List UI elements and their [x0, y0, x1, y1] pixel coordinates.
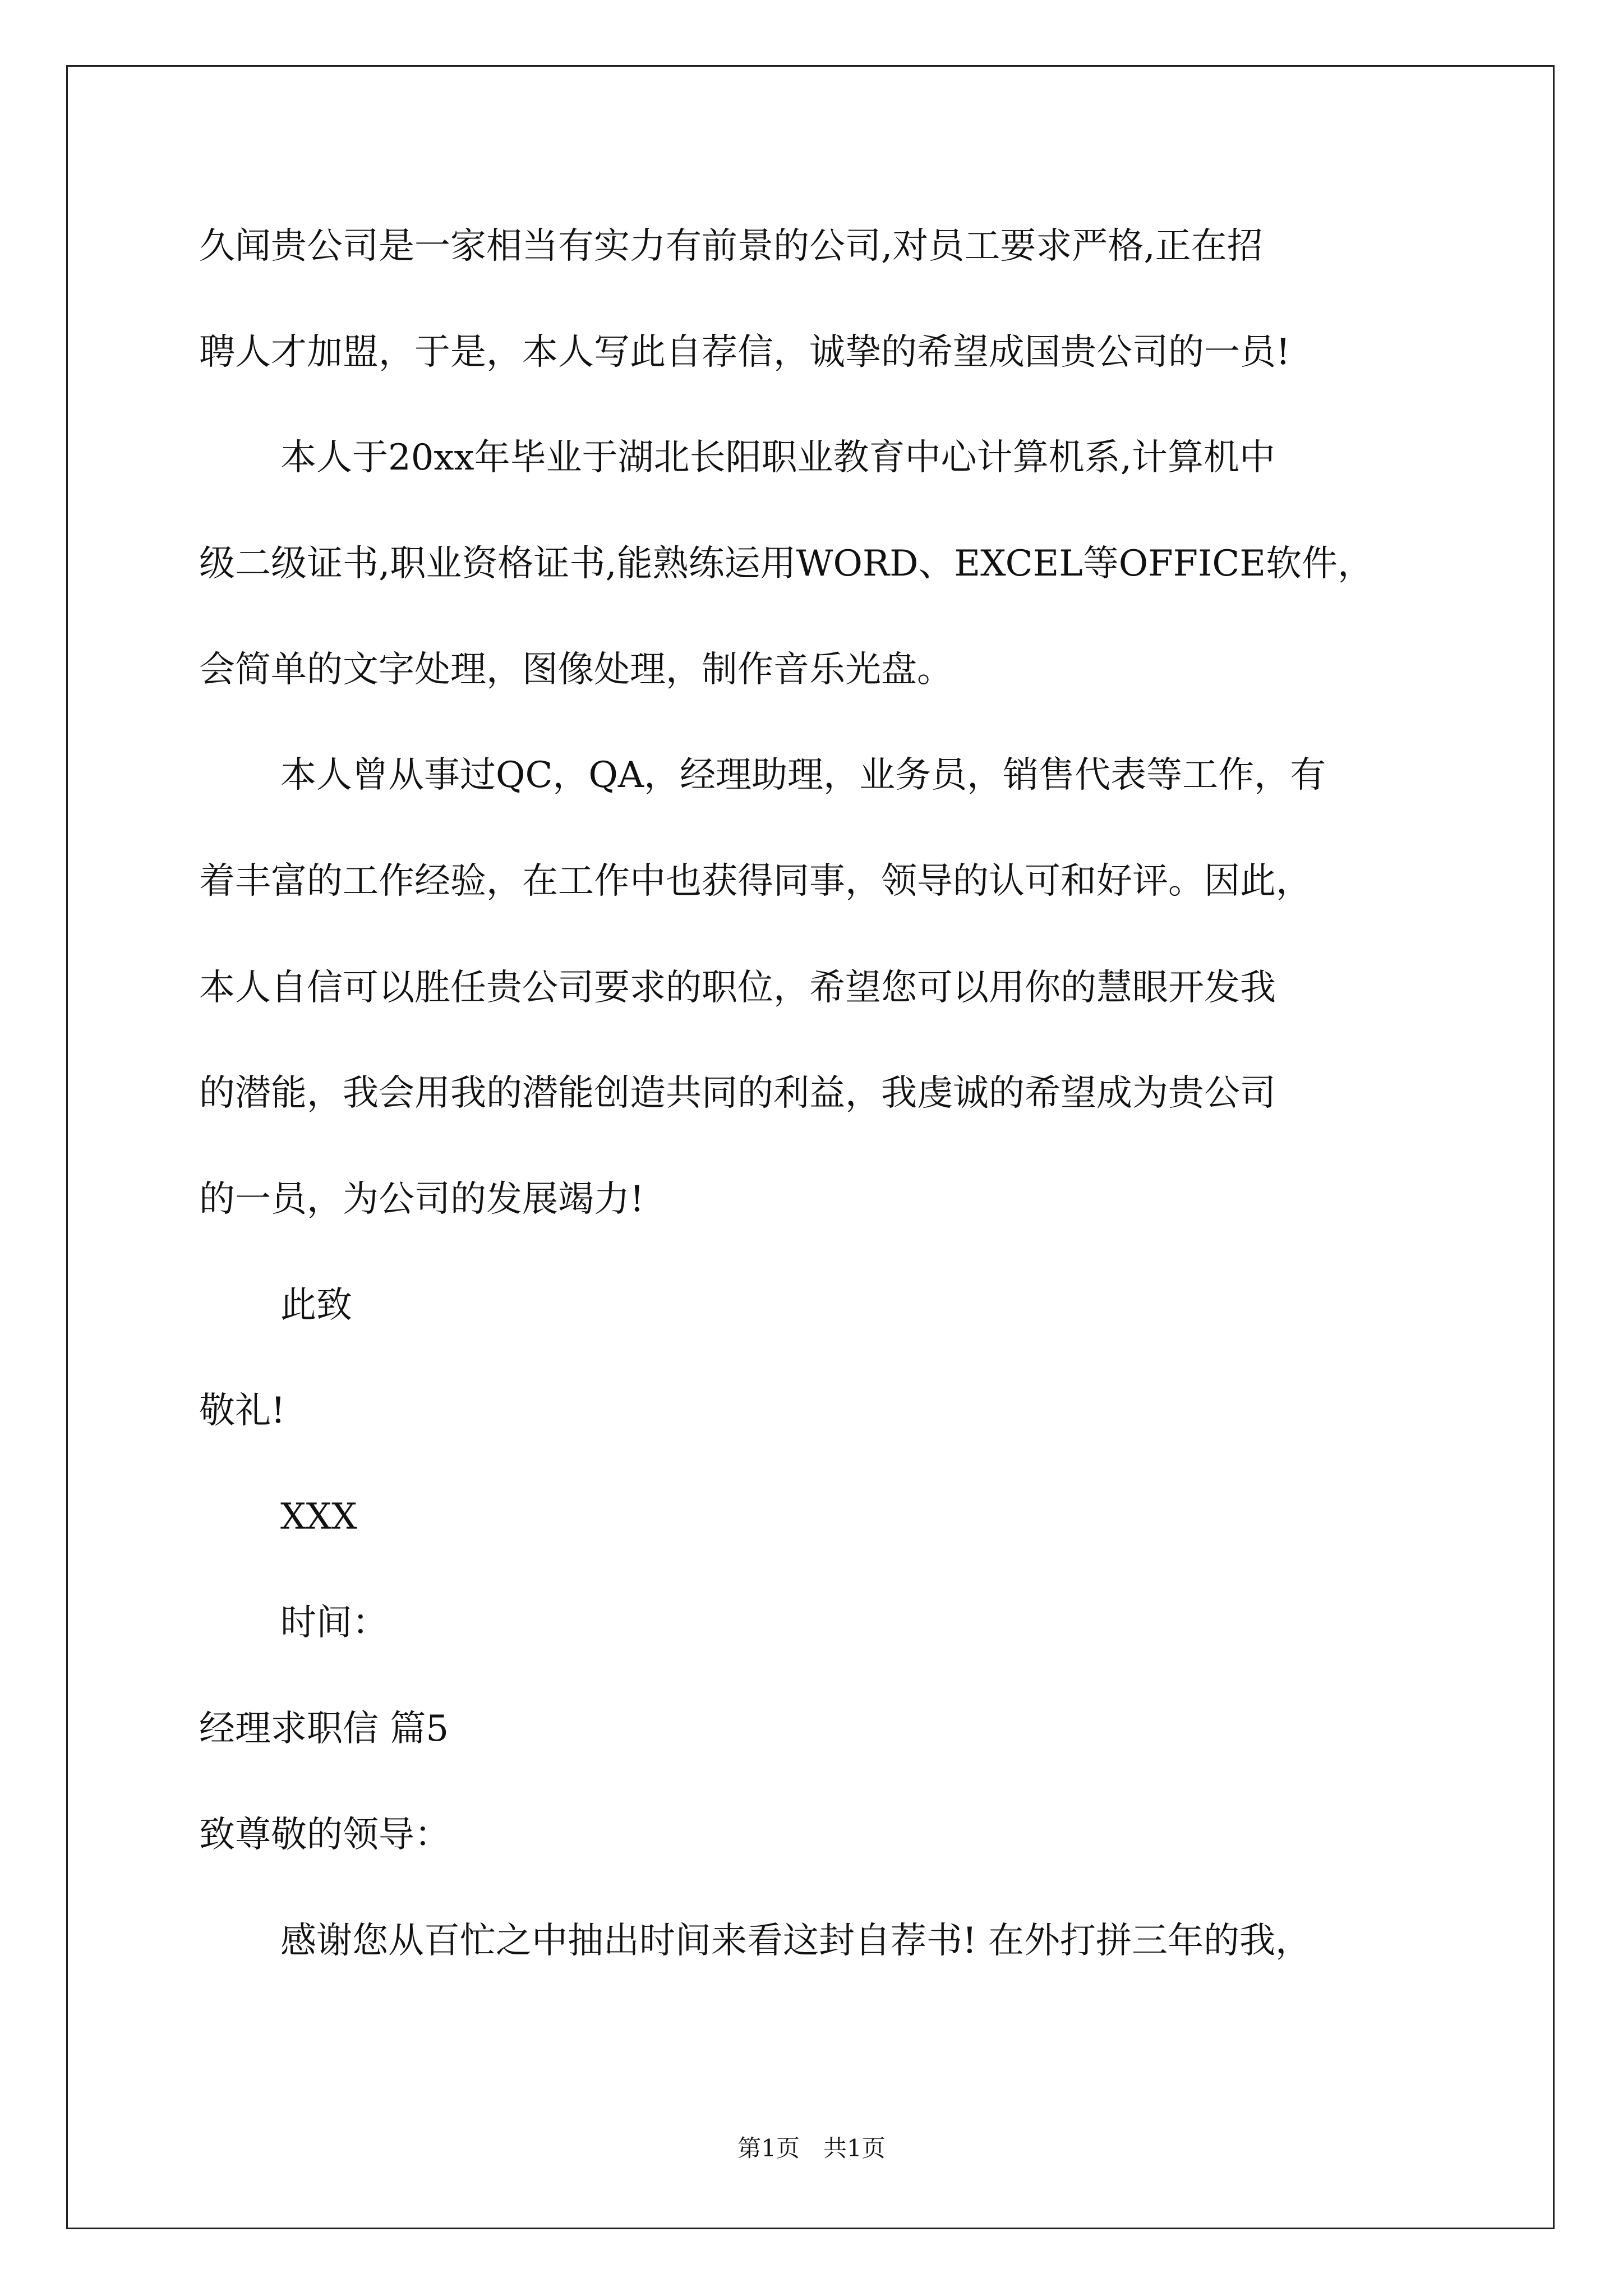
paragraph-line: 本人曾从事过QC，QA，经理助理，业务员，销售代表等工作，有	[280, 754, 1326, 796]
section-heading: 经理求职信 篇5	[199, 1708, 449, 1750]
page-border	[66, 65, 1555, 2229]
paragraph-line: 着丰富的工作经验，在工作中也获得同事，领导的认可和好评。因此，	[199, 861, 1312, 902]
paragraph-line: 的一员，为公司的发展竭力!	[199, 1179, 644, 1220]
paragraph-line: 感谢您从百忙之中抽出时间来看这封自荐书! 在外打拼三年的我，	[280, 1920, 1312, 1962]
paragraph-line: 久闻贵公司是一家相当有实力有前景的公司,对员工要求严格,正在招	[199, 226, 1263, 267]
paragraph-line: 本人自信可以胜任贵公司要求的职位，希望您可以用你的慧眼开发我	[199, 967, 1276, 1009]
salutation-line: 敬礼!	[199, 1390, 285, 1432]
paragraph-line: 的潜能，我会用我的潜能创造共同的利益，我虔诚的希望成为贵公司	[199, 1073, 1276, 1114]
page-footer: 第1页 共1页	[737, 2134, 886, 2162]
paragraph-line: 会简单的文字处理，图像处理，制作音乐光盘。	[199, 649, 953, 691]
greeting-line: 致尊敬的领导：	[199, 1814, 450, 1856]
paragraph-line: 聘人才加盟，于是，本人写此自荐信，诚挚的希望成国贵公司的一员!	[199, 332, 1290, 373]
signature-line: XXX	[280, 1496, 357, 1538]
paragraph-line: 本人于20xx年毕业于湖北长阳职业教育中心计算机系,计算机中	[280, 437, 1275, 478]
date-line: 时间：	[280, 1602, 388, 1644]
closing-line: 此致	[280, 1285, 352, 1326]
paragraph-line: 级二级证书,职业资格证书,能熟练运用WORD、EXCEL等OFFICE软件，	[199, 543, 1374, 585]
